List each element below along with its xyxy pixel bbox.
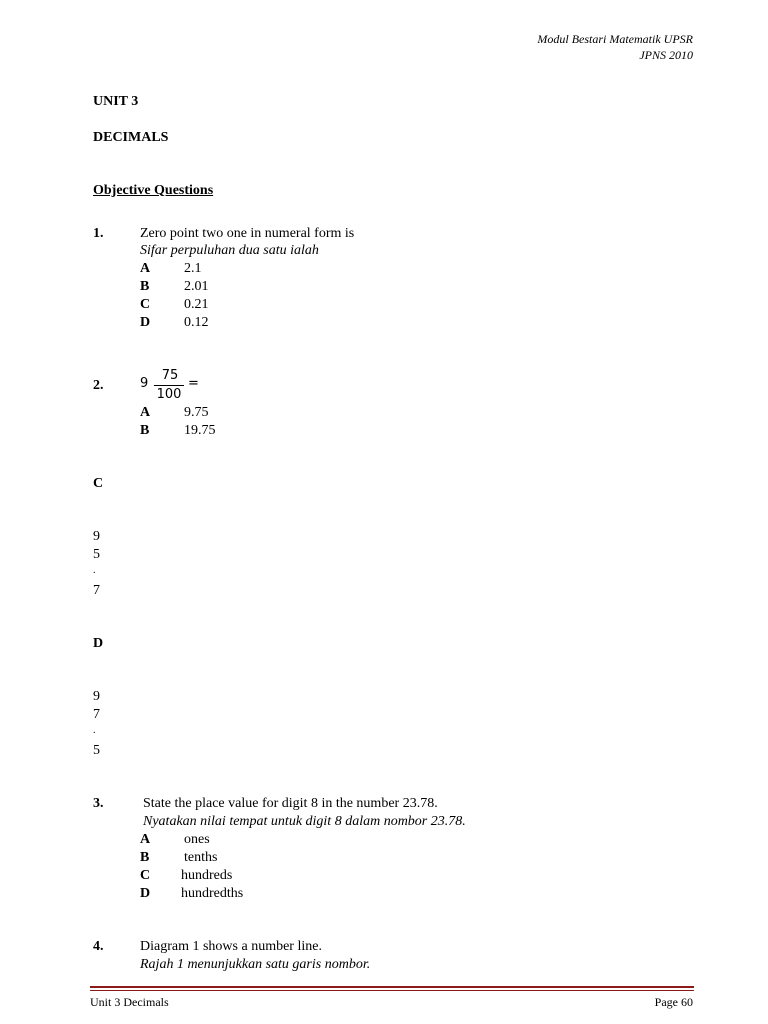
q1-option-a-value: 2.1 bbox=[184, 261, 202, 276]
q1-text: Zero point two one in numeral form is bbox=[140, 226, 355, 241]
q2-option-d-letter: D bbox=[93, 636, 104, 651]
q2-denominator: 100 bbox=[156, 387, 182, 402]
q2-option-d-char: 5 bbox=[93, 743, 100, 758]
q2-option-d-char: 7 bbox=[93, 707, 100, 722]
q1-option-d-value: 0.12 bbox=[184, 315, 209, 330]
q3-option-d-value: hundredths bbox=[181, 886, 244, 901]
header-title: Modul Bestari Matematik UPSR bbox=[537, 32, 693, 46]
q3-option-a-value: ones bbox=[184, 832, 210, 847]
footer-page-number: Page 60 bbox=[654, 995, 693, 1009]
q1-option-c-letter: C bbox=[140, 297, 151, 312]
q1-option-a-letter: A bbox=[140, 261, 151, 276]
q3-option-a-letter: A bbox=[140, 832, 151, 847]
q2-option-b-value: 19.75 bbox=[184, 423, 216, 438]
q2-option-d-char: . bbox=[93, 725, 96, 736]
q1-number: 1. bbox=[93, 226, 104, 241]
footer-unit-label: Unit 3 Decimals bbox=[90, 995, 169, 1009]
q1-option-c-value: 0.21 bbox=[184, 297, 209, 312]
q1-option-b-letter: B bbox=[140, 279, 150, 294]
q3-option-b-letter: B bbox=[140, 850, 150, 865]
q4-text: Diagram 1 shows a number line. bbox=[140, 939, 322, 954]
q3-text: State the place value for digit 8 in the number 23.78. bbox=[143, 796, 438, 811]
q3-text-ms: Nyatakan nilai tempat untuk digit 8 dalam nombor 23.78. bbox=[143, 814, 466, 829]
header-subtitle: JPNS 2010 bbox=[639, 48, 693, 62]
q2-equals: = bbox=[188, 376, 199, 391]
unit-title: UNIT 3 bbox=[93, 94, 139, 109]
q2-whole: 9 bbox=[140, 376, 149, 391]
q3-option-c-value: hundreds bbox=[181, 868, 233, 883]
q4-number: 4. bbox=[93, 939, 104, 954]
footer-rule-thin bbox=[90, 990, 694, 991]
q3-option-d-letter: D bbox=[140, 886, 151, 901]
q1-option-b-value: 2.01 bbox=[184, 279, 209, 294]
q2-option-c-char: 5 bbox=[93, 547, 100, 562]
footer-rule bbox=[90, 986, 694, 988]
q1-text-ms: Sifar perpuluhan dua satu ialah bbox=[140, 243, 319, 258]
q3-option-c-letter: C bbox=[140, 868, 151, 883]
q2-option-c-char: 9 bbox=[93, 529, 100, 544]
q2-mixed-fraction bbox=[140, 368, 200, 404]
section-title: Objective Questions bbox=[93, 183, 214, 198]
q2-number: 2. bbox=[93, 378, 104, 393]
q4-text-ms: Rajah 1 menunjukkan satu garis nombor. bbox=[140, 957, 371, 972]
q2-option-c-char: 7 bbox=[93, 583, 100, 598]
q3-number: 3. bbox=[93, 796, 104, 811]
fraction-bar bbox=[154, 385, 184, 386]
q2-option-d-char: 9 bbox=[93, 689, 100, 704]
q2-option-c-letter: C bbox=[93, 476, 104, 491]
q1-option-d-letter: D bbox=[140, 315, 151, 330]
q2-option-b-letter: B bbox=[140, 423, 150, 438]
q2-option-a-letter: A bbox=[140, 405, 151, 420]
topic-title: DECIMALS bbox=[93, 130, 169, 145]
q2-option-c-char: . bbox=[93, 565, 96, 576]
q3-option-b-value: tenths bbox=[184, 850, 218, 865]
q2-numerator: 75 bbox=[161, 368, 179, 383]
q2-option-a-value: 9.75 bbox=[184, 405, 209, 420]
